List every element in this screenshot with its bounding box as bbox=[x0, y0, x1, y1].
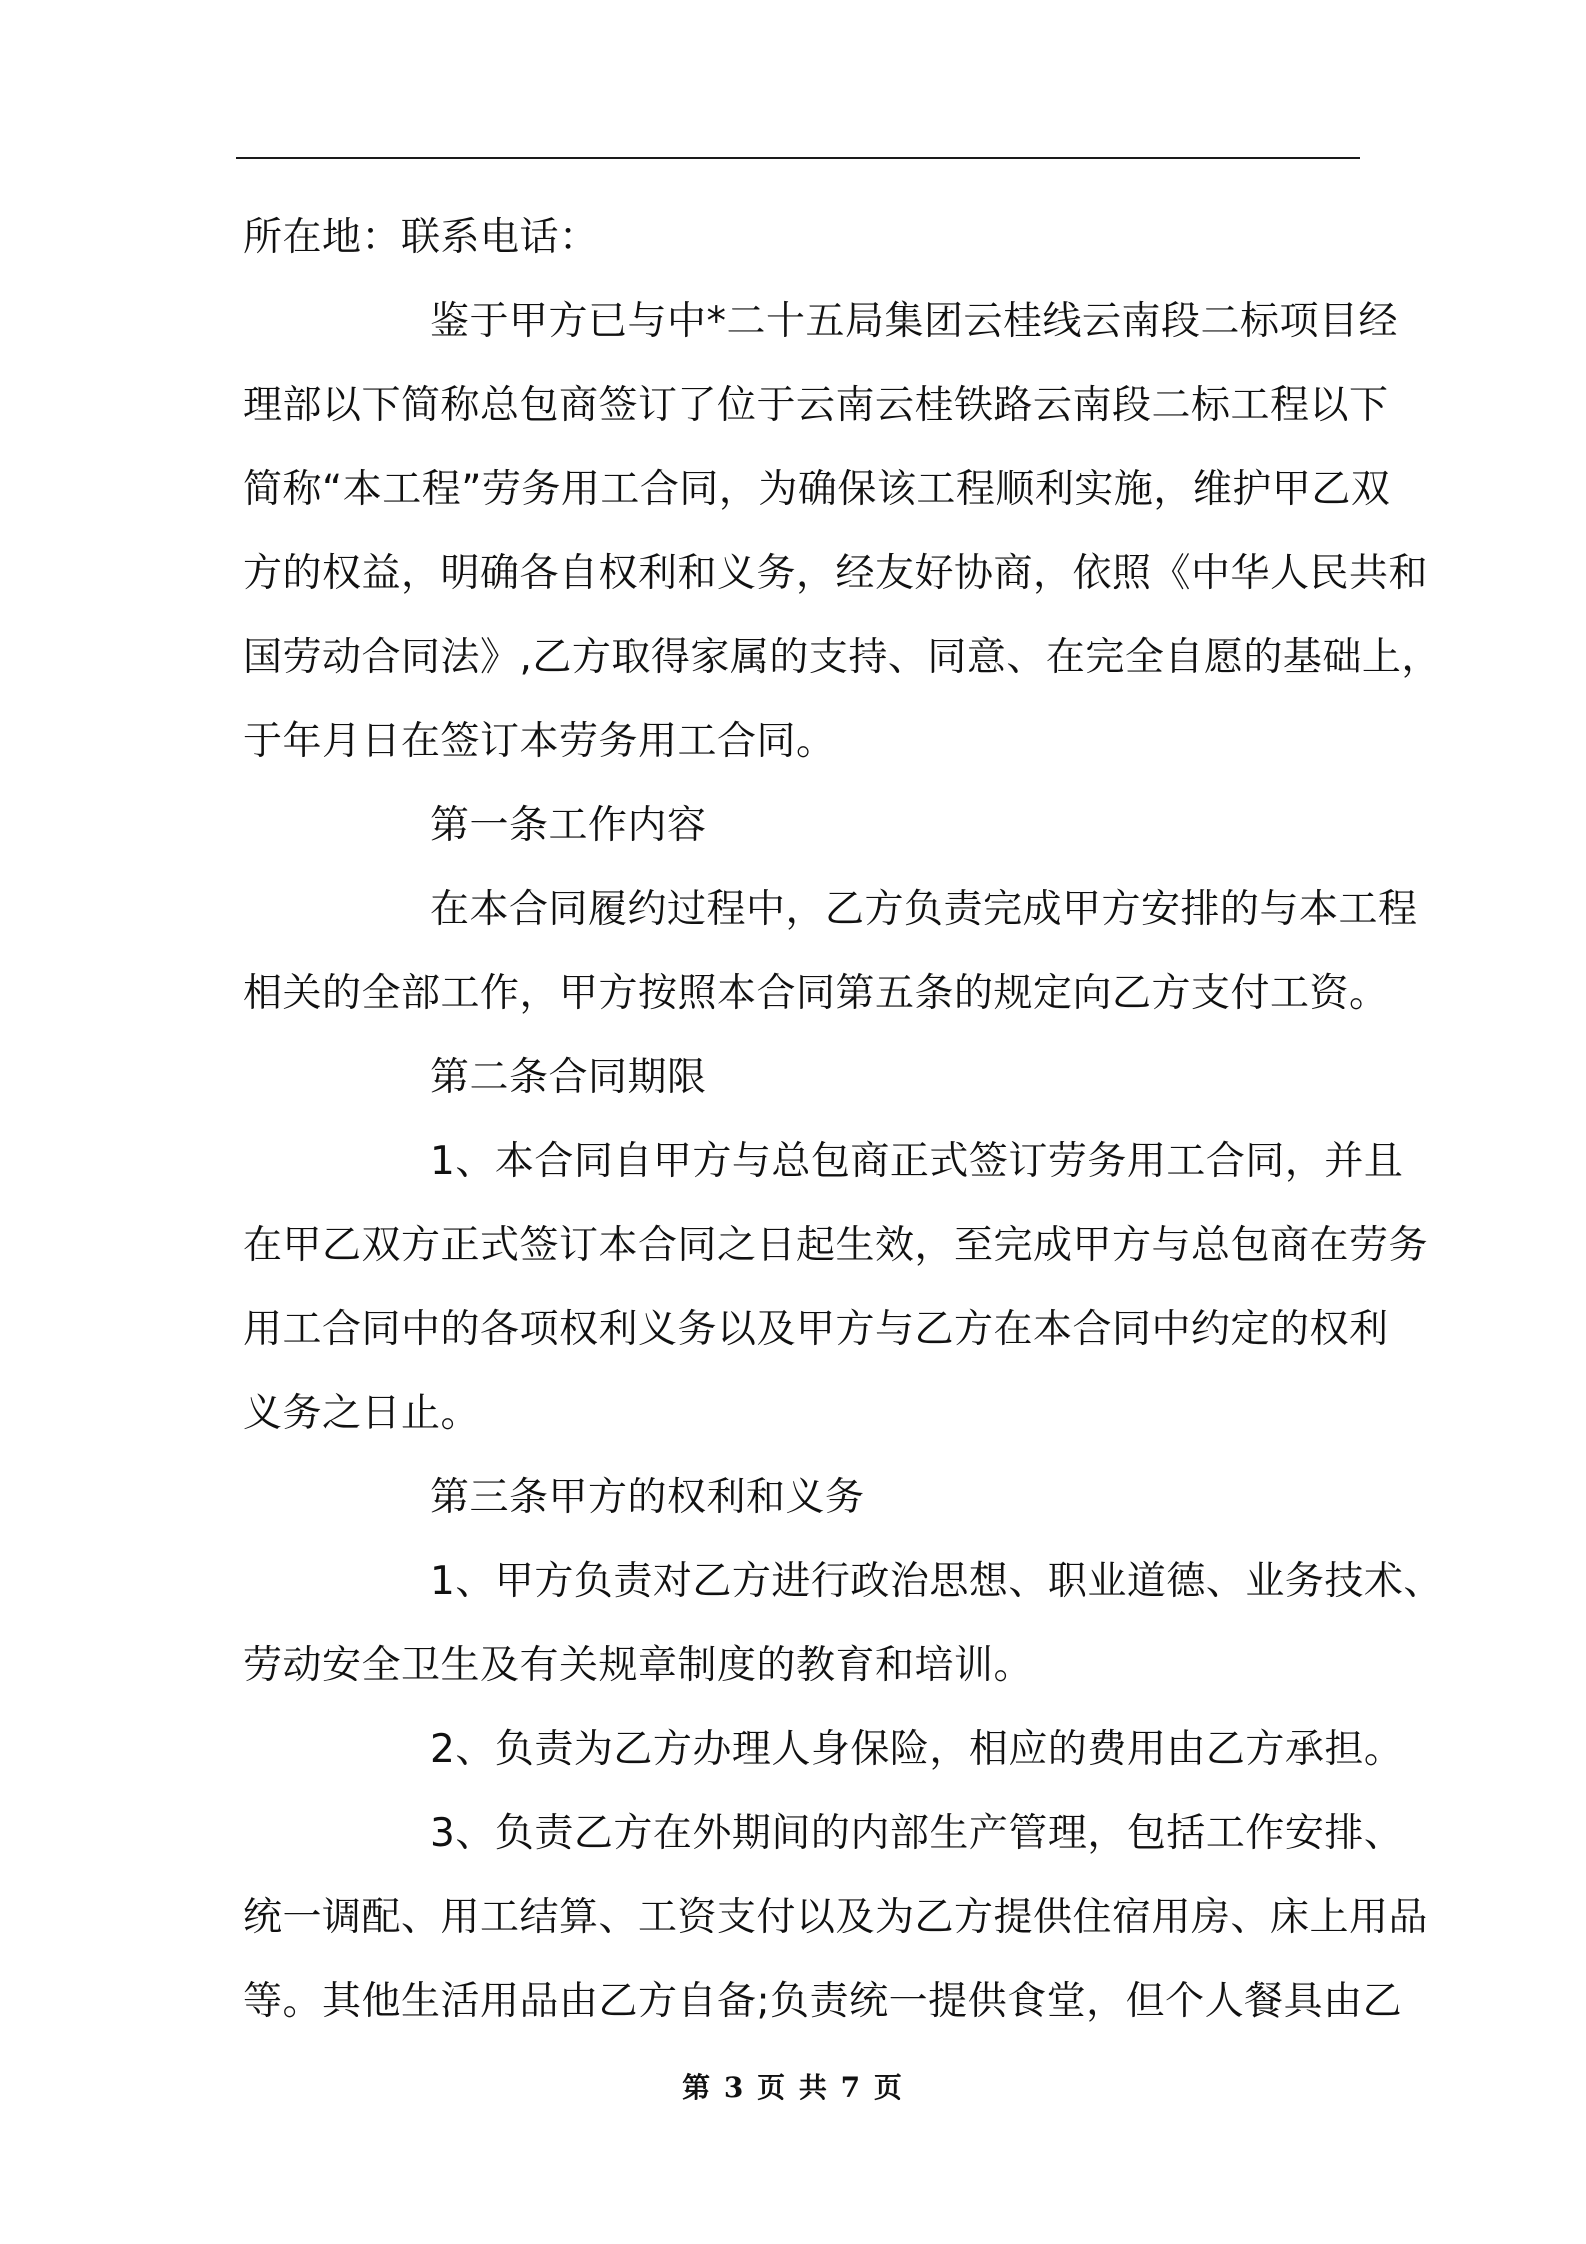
section-heading: 第一条工作内容 bbox=[430, 803, 707, 848]
text-line: 在甲乙双方正式签订本合同之日起生效，至完成甲方与总包商在劳务 bbox=[243, 1223, 1429, 1268]
text-line: 相关的全部工作，甲方按照本合同第五条的规定向乙方支付工资。 bbox=[243, 971, 1389, 1016]
page-number-footer: 第 3 页 共 7 页 bbox=[682, 2071, 904, 2104]
text-line: 等。其他生活用品由乙方自备;负责统一提供食堂，但个人餐具由乙 bbox=[243, 1979, 1403, 2024]
text-line: 理部以下简称总包商签订了位于云南云桂铁路云南段二标工程以下 bbox=[243, 383, 1389, 428]
text-line: 1、甲方负责对乙方进行政治思想、职业道德、业务技术、 bbox=[430, 1559, 1443, 1604]
text-line: 1、本合同自甲方与总包商正式签订劳务用工合同，并且 bbox=[430, 1139, 1404, 1184]
section-heading: 第三条甲方的权利和义务 bbox=[430, 1475, 865, 1520]
text-line: 于年月日在签订本劳务用工合同。 bbox=[243, 719, 836, 764]
text-line: 2、负责为乙方办理人身保险，相应的费用由乙方承担。 bbox=[430, 1727, 1404, 1772]
text-line: 统一调配、用工结算、工资支付以及为乙方提供住宿用房、床上用品 bbox=[243, 1895, 1429, 1940]
text-line: 用工合同中的各项权利义务以及甲方与乙方在本合同中约定的权利 bbox=[243, 1307, 1389, 1352]
text-line: 方的权益，明确各自权利和义务，经友好协商，依照《中华人民共和 bbox=[243, 551, 1429, 596]
text-line: 在本合同履约过程中，乙方负责完成甲方安排的与本工程 bbox=[430, 887, 1418, 932]
text-line: 3、负责乙方在外期间的内部生产管理，包括工作安排、 bbox=[430, 1811, 1404, 1856]
section-heading: 第二条合同期限 bbox=[430, 1055, 707, 1100]
text-line: 所在地：联系电话： bbox=[243, 215, 599, 260]
header-rule bbox=[236, 157, 1360, 159]
text-line: 劳动安全卫生及有关规章制度的教育和培训。 bbox=[243, 1643, 1034, 1688]
text-line: 国劳动合同法》,乙方取得家属的支持、同意、在完全自愿的基础上， bbox=[243, 635, 1441, 680]
text-line: 鉴于甲方已与中*二十五局集团云桂线云南段二标项目经 bbox=[430, 299, 1399, 344]
text-line: 简称“本工程”劳务用工合同，为确保该工程顺利实施，维护甲乙双 bbox=[243, 467, 1391, 512]
document-body bbox=[243, 196, 1443, 2044]
text-line: 义务之日止。 bbox=[243, 1391, 481, 1436]
